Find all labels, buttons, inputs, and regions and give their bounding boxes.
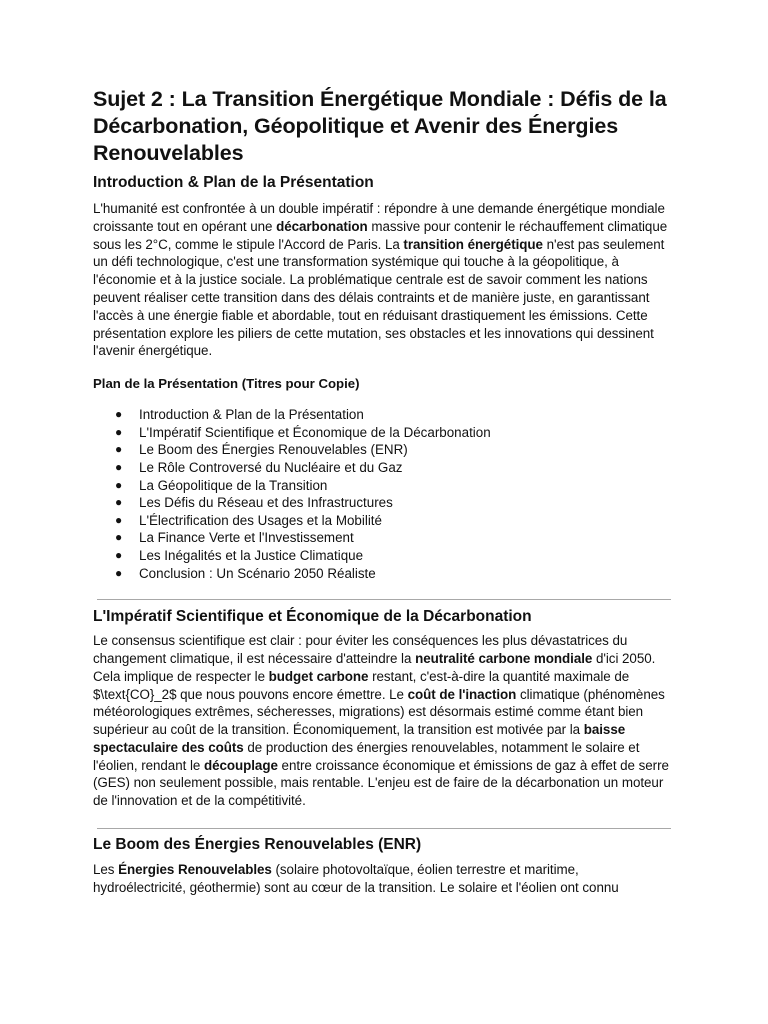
bullet-icon: ● [115,547,123,562]
section-divider [97,828,671,829]
bold-text-run: découplage [203,757,278,773]
list-item [93,512,673,530]
document-title: Sujet 2 : La Transition Énergétique Mondiale : Défis de la Décarbonation, Géopolitique et Avenir des Énergies Renouvelables [93,87,667,165]
plan-list [93,406,673,582]
bullet-icon: ● [115,530,123,545]
intro-paragraph [93,200,673,360]
text-run: L'humanité est confrontée à un double impératif : répondre à une demande énergétique mondiale croissante tout en opérant une [93,201,665,234]
plan-heading: Plan de la Présentation (Titres pour Copie) [93,376,360,392]
list-item [93,529,673,547]
bullet-icon: ● [115,512,123,527]
bullet-icon: ● [115,495,123,510]
section1-paragraph [93,632,673,810]
bold-text-run: coût de l'inaction [407,686,517,702]
bold-text-run: transition énergétique [403,236,543,252]
document-page [93,86,673,897]
plan-item-label: La Géopolitique de la Transition [139,477,328,493]
list-item [93,424,673,442]
plan-item-label: L'Électrification des Usages et la Mobilité [139,512,382,528]
plan-item-label: La Finance Verte et l'Investissement [139,530,354,546]
bullet-icon: ● [115,459,123,474]
plan-item-label: Les Défis du Réseau et des Infrastructures [139,495,393,511]
bold-text-run: décarbonation [276,218,368,234]
plan-item-label: L'Impératif Scientifique et Économique de la Décarbonation [139,424,491,440]
bullet-icon: ● [115,442,123,457]
text-run: Le consensus scientifique est clair : pour éviter les conséquences les plus dévastatrices du changement climatique, il est nécessaire d'atteindre la [93,633,628,666]
list-item [93,565,673,583]
text-run: massive pour contenir le réchauffement climatique sous les 2°C, comme le stipule l'Accord de Paris. La [93,218,668,252]
list-item [93,441,673,459]
text-run: Les [93,862,119,878]
bold-text-run: neutralité carbone mondiale [415,650,593,666]
plan-item-label: Conclusion : Un Scénario 2050 Réaliste [139,565,376,581]
list-item [93,459,673,477]
plan-item-label: Introduction & Plan de la Présentation [139,407,364,423]
list-item [93,547,673,565]
bullet-icon: ● [115,565,123,580]
plan-item-label: Le Boom des Énergies Renouvelables (ENR) [139,442,408,458]
list-item [93,477,673,495]
section2-heading: Le Boom des Énergies Renouvelables (ENR) [93,836,422,854]
list-item [93,406,673,424]
list-item [93,494,673,512]
plan-item-label: Le Rôle Controversé du Nucléaire et du Gaz [139,459,403,475]
text-run: d'ici 2050. Cela implique de respecter le [93,650,656,684]
section1-heading: L'Impératif Scientifique et Économique de la Décarbonation [93,608,532,626]
plan-item-label: Les Inégalités et la Justice Climatique [139,547,364,563]
section-divider [97,599,671,600]
text-run: de production des énergies renouvelables, notamment le solaire et l'éolien, rendant le [93,739,640,773]
bold-text-run: baisse spectaculaire des coûts [93,722,626,755]
text-run: restant, c'est-à-dire la quantité maximale de $\text{CO}_2$ que nous pouvons encore émettre. Le [93,668,630,702]
text-run: (solaire photovoltaïque, éolien terrestre et maritime, hydroélectricité, géothermie) sont au cœur de la transition. Le solaire et l'éolien ont connu [93,862,619,895]
bullet-icon: ● [115,424,123,439]
section2-paragraph [93,861,673,897]
text-run: n'est pas seulement un défi technologique, c'est une transformation systémique qui touche à la géopolitique, à l'économie et à la justice sociale. La problématique centrale est de savoir comment les nations peuvent réaliser cette transition dans des délais contraints et de manière juste, en garantissant l'accès à une énergie fiable et abordable, tout en réduisant drastiquement les émissions. Cette présentation explore les piliers de cette mutation, ses obstacles et les innovations qui dessinent l'avenir énergétique. [93,236,665,359]
intro-heading: Introduction & Plan de la Présentation [93,174,374,191]
text-run: climatique (phénomènes météorologiques extrêmes, sécheresses, migrations) est désormais estimé comme étant bien supérieur au coût de la transition. Économiquement, la transition est motivée par la [93,686,665,738]
bold-text-run: budget carbone [268,668,369,684]
bullet-icon: ● [115,477,123,492]
bullet-icon: ● [115,407,123,422]
bold-text-run: Énergies Renouvelables [118,862,272,878]
text-run: entre croissance économique et émissions de gaz à effet de serre (GES) non seulement possible, mais rentable. L'enjeu est de faire de la décarbonation un moteur de l'innovation et de la compétitivité. [93,757,669,809]
